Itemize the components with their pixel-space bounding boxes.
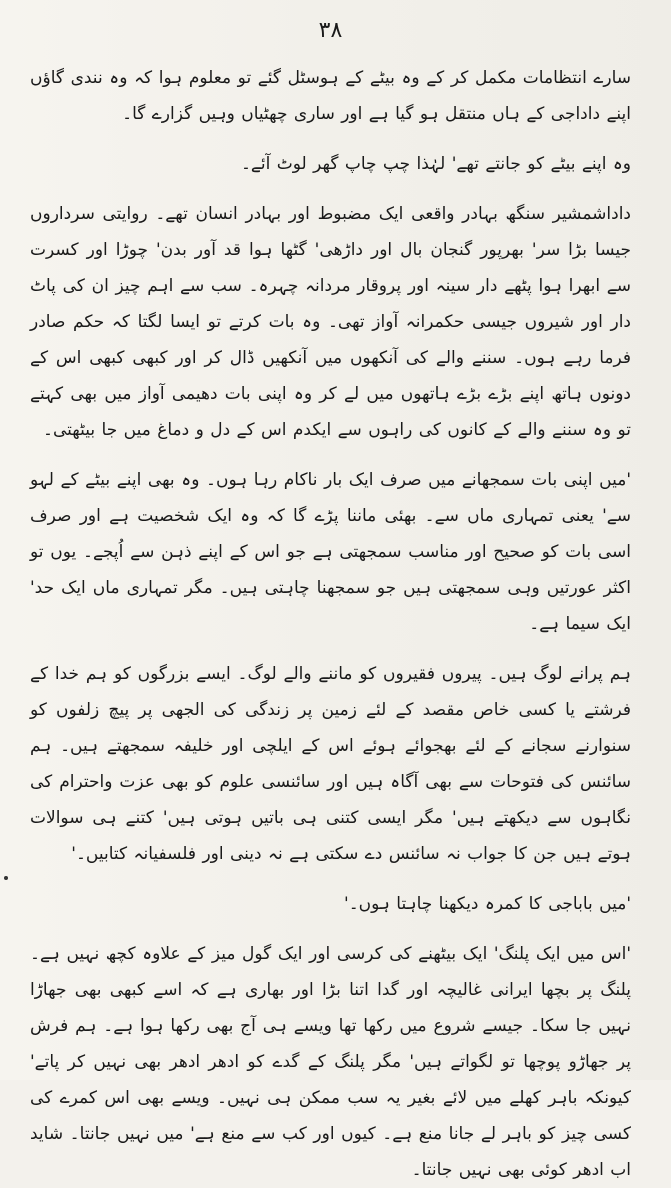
paragraph-mother: 'میں اپنی بات سمجھانے میں صرف ایک بار ناکام رہا ہوں۔ وہ بھی اپنے بیٹے کے لہو سے' یعنی تمہاری ماں سے۔ بھئی ماننا پڑے گا کہ وہ ایک شخصیت ہے اور صرف اسی بات کو صحیح اور مناسب سمجھتی ہے جو اس کے اپنے ذہن سے اُپجے۔ یوں تو اکثر عورتیں وہی سمجھتی ہیں جو سمجھنا چاہتی ہیں۔ مگر تمہاری ماں ایک حد' ایک سیما ہے۔ xyxy=(30,470,631,634)
paragraph-return-home: وہ اپنے بیٹے کو جانتے تھے' لہٰذا چپ چاپ گھر لوٹ آئے۔ xyxy=(240,154,631,174)
paragraph-old-people: ہم پرانے لوگ ہیں۔ پیروں فقیروں کو ماننے والے لوگ۔ ایسے بزرگوں کو ہم خدا کے فرشتے یا کسی خاص مقصد کے لئے زمین پر زندگی کی الجھی پر پیچ زلفوں کو سنوارنے سجانے کے لئے بھجوائے ہوئے اس کے ایلچی اور خلیفہ سمجھتے ہیں۔ ہم سائنس کی فتوحات سے بھی آگاہ ہیں اور سائنسی علوم کو بھی عزت واحترام کی نگاہوں سے دیکھتے ہیں' مگر ایسی کتنی ہی باتیں ہوتی ہیں' کتنے ہی سوالات ہوتے ہیں جن کا جواب نہ سائنس دے سکتی ہے نہ دینی اور فلسفیانہ کتابیں۔' xyxy=(30,664,631,864)
paragraph-room-request: 'میں باباجی کا کمرہ دیکھنا چاہتا ہوں۔' xyxy=(344,894,631,914)
page-body xyxy=(30,60,631,1188)
paragraph-room-description: 'اس میں ایک پلنگ' ایک بیٹھنے کی کرسی اور ایک گول میز کے علاوہ کچھ نہیں ہے۔ پلنگ پر بچھا ایرانی غالیچہ اور گدا اتنا بڑا اور بھاری ہے کہ اسے کبھی بھی جھاڑا نہیں جا سکا۔ جیسے شروع میں رکھا تھا ویسے ہی آج بھی رکھا ہوا ہے۔ ہم فرش پر جھاڑو پوچھا تو لگواتے ہیں' مگر پلنگ کے گدے کو ادھر ادھر بھی نہیں کر پاتے' کیونکہ باہر کھلے میں لائے بغیر یہ سب ممکن ہی نہیں۔ ویسے بھی اس کمرے کی کسی چیز کو باہر لے جانا منع ہے۔ کیوں اور کب سے منع ہے' میں نہیں جانتا۔ شاید اب ادھر کوئی بھی نہیں جانتا۔ xyxy=(30,944,631,1180)
paragraph-hostel: سارے انتظامات مکمل کر کے وہ بیٹے کے ہوسٹل گئے تو معلوم ہوا کہ وہ نندی گاؤں اپنے داداجی کے ہاں منتقل ہو گیا ہے اور ساری چھٹیاں وہیں گزارے گا۔ xyxy=(30,68,631,124)
margin-dot xyxy=(4,876,8,880)
page-number: ۳۸ xyxy=(318,18,343,43)
paragraph-grandfather: داداشمشیر سنگھ بہادر واقعی ایک مضبوط اور بہادر انسان تھے۔ روایتی سرداروں جیسا بڑا سر' بھرپور گنجان بال اور داڑھی' گٹھا ہوا قد آور بدن' چوڑا اور کسرت سے ابھرا ہوا پٹھے دار سینہ اور پروقار مردانہ چہرہ۔ سب سے اہم چیز ان کی پاٹ دار اور شیروں جیسی حکمرانہ آواز تھی۔ وہ بات کرتے تو ایسا لگتا کہ حکم صادر فرما رہے ہوں۔ سننے والے کی آنکھوں میں آنکھیں ڈال کر اور کبھی کبھی اس کے دونوں ہاتھ اپنے بڑے بڑے ہاتھوں میں لے کر وہ اپنی بات دھیمی آواز میں بھی کہتے تو وہ سننے والے کے کانوں کی راہوں سے ایکدم اس کے دل و دماغ میں جا بیٹھتی۔ xyxy=(30,204,631,440)
